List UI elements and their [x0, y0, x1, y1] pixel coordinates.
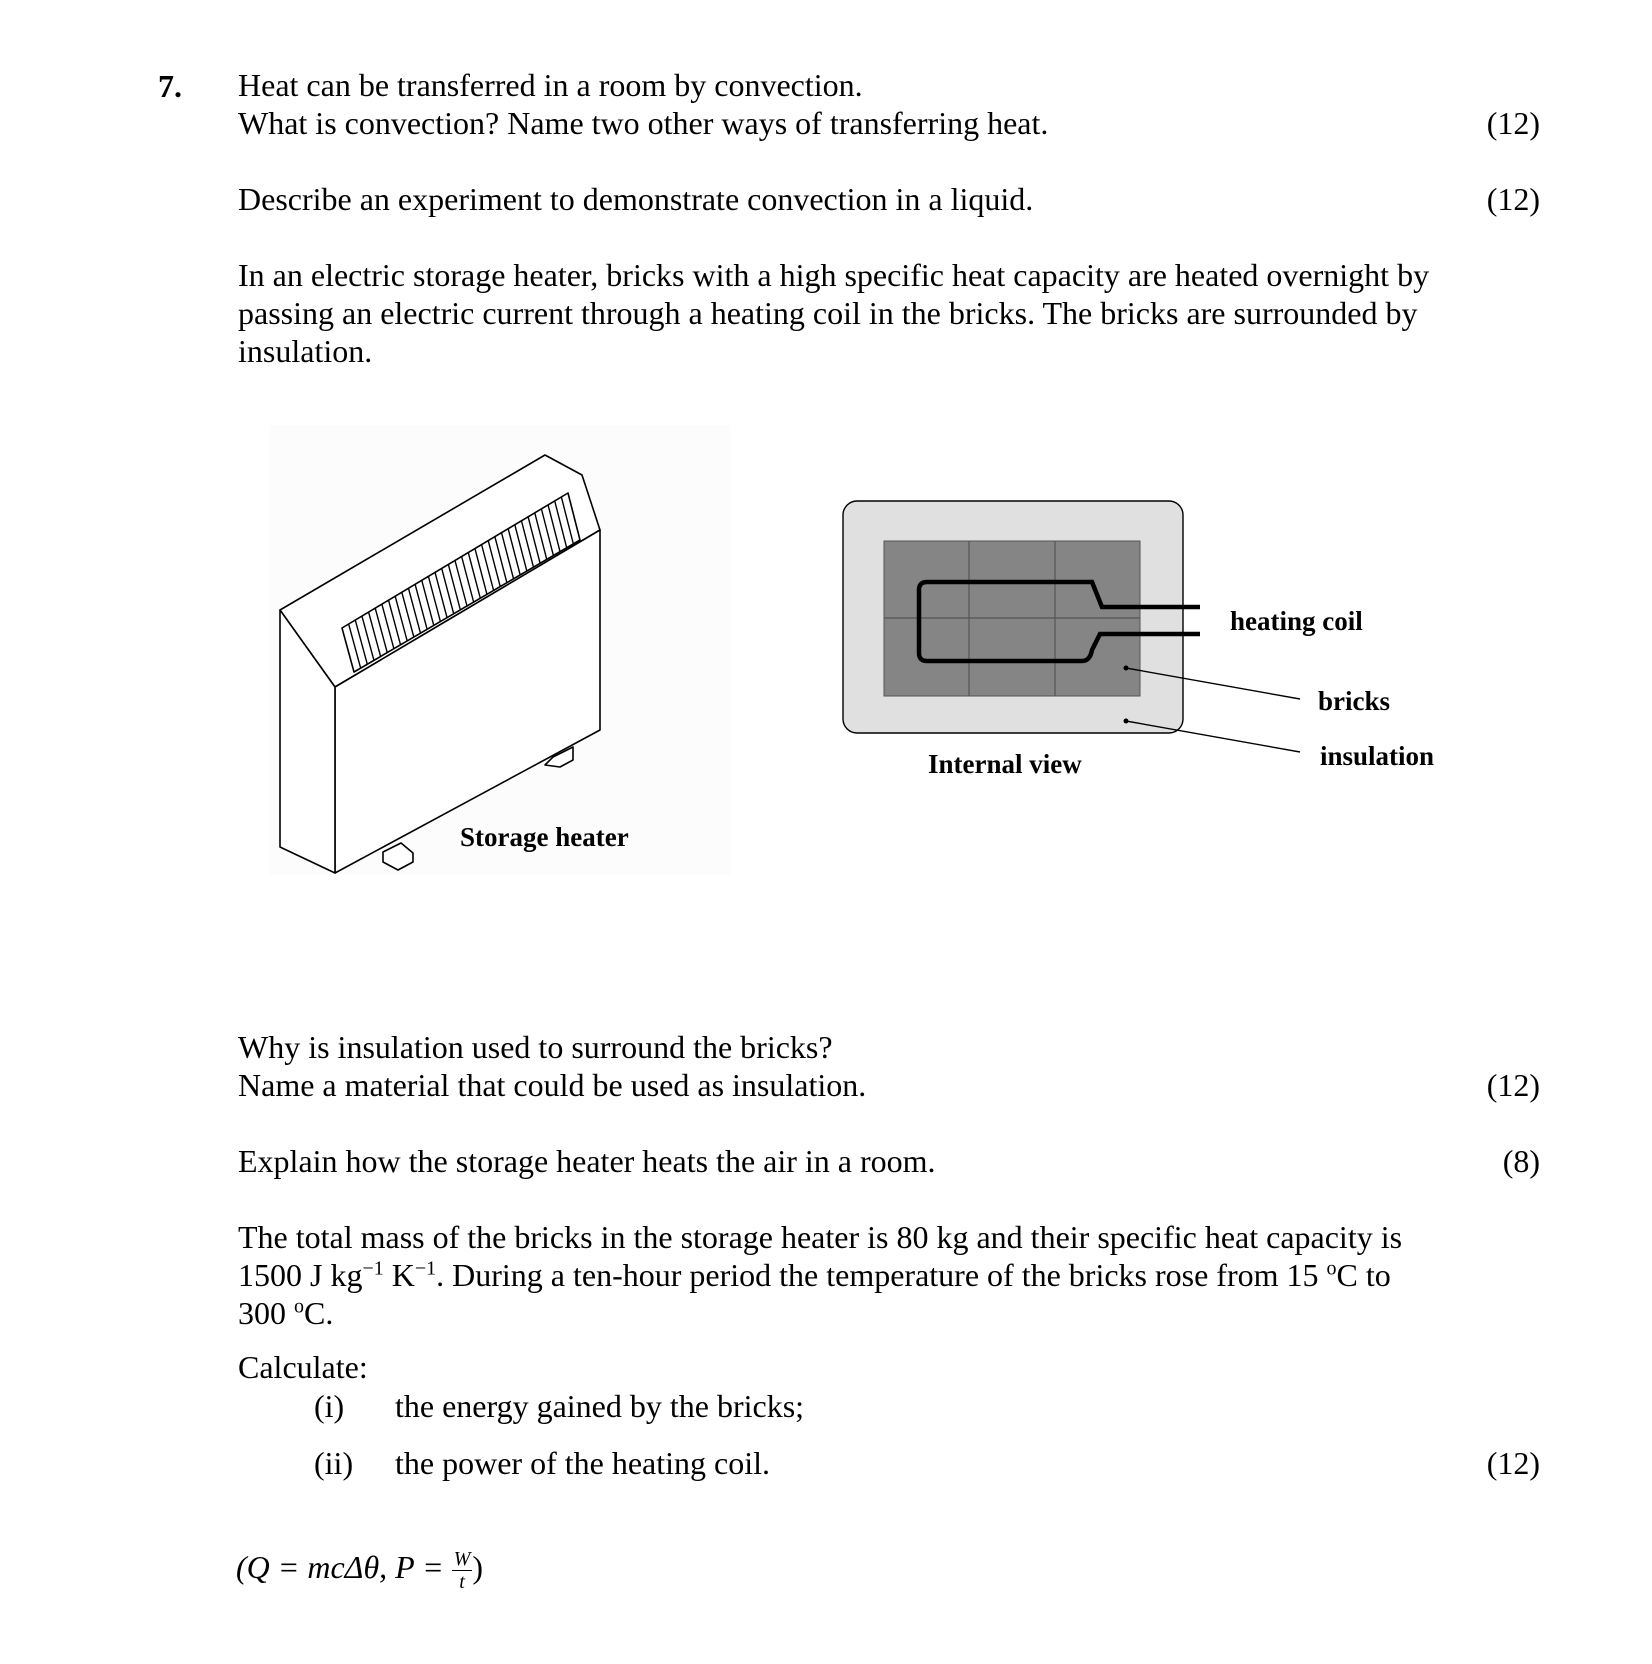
paragraph-line: The total mass of the bricks in the storage heater is 80 kg and their specific heat capacity is	[238, 1219, 1403, 1255]
marks-label: (12)	[1486, 1067, 1540, 1103]
question-text-line: Describe an experiment to demonstrate convection in a liquid.	[238, 181, 1034, 217]
marks-label: (12)	[1486, 181, 1540, 217]
insulation-label: insulation	[1320, 741, 1435, 771]
marks-label: (12)	[1486, 1445, 1540, 1481]
question-text-line: What is convection? Name two other ways of transferring heat.	[238, 105, 1049, 141]
paragraph-line: 300 $^o$C.	[238, 1295, 334, 1331]
marks-label: (12)	[1486, 105, 1540, 141]
storage-heater-label: Storage heater	[460, 822, 629, 852]
calc-item-number: (i)	[314, 1388, 345, 1424]
heating-coil-label: heating coil	[1230, 606, 1363, 636]
marks-label: (8)	[1502, 1143, 1540, 1179]
formula: (Q = mcΔθ, P = $\frac{W}{t}$ )	[236, 1548, 484, 1594]
question-text-line: Explain how the storage heater heats the air in a room.	[238, 1143, 936, 1179]
bricks-label: bricks	[1318, 686, 1391, 716]
storage-heater-drawing	[270, 425, 730, 875]
paragraph-line: insulation.	[238, 333, 373, 369]
question-text-line: Why is insulation used to surround the bricks?	[238, 1029, 833, 1065]
calc-item-number: (ii)	[314, 1445, 354, 1481]
internal-view-label: Internal view	[928, 749, 1082, 779]
calc-item-text: the energy gained by the bricks;	[395, 1388, 805, 1424]
question-text-line: Heat can be transferred in a room by convection.	[238, 67, 863, 103]
paragraph-line: In an electric storage heater, bricks with a high specific heat capacity are heated overnight by	[238, 257, 1430, 293]
calculate-label: Calculate:	[238, 1349, 368, 1385]
question-text-line: Name a material that could be used as insulation.	[238, 1067, 867, 1103]
paragraph-line: 1500 J $kg^{-1}$ $K^{-1}$. During a ten-hour period the temperature of the bricks rose from 15 $^o$C to	[238, 1257, 1391, 1293]
question-number: 7.	[158, 68, 182, 104]
calc-item-text: the power of the heating coil.	[395, 1445, 770, 1481]
paragraph-line: passing an electric current through a heating coil in the bricks. The bricks are surrounded by	[238, 295, 1418, 331]
internal-view-diagram	[842, 500, 1262, 760]
